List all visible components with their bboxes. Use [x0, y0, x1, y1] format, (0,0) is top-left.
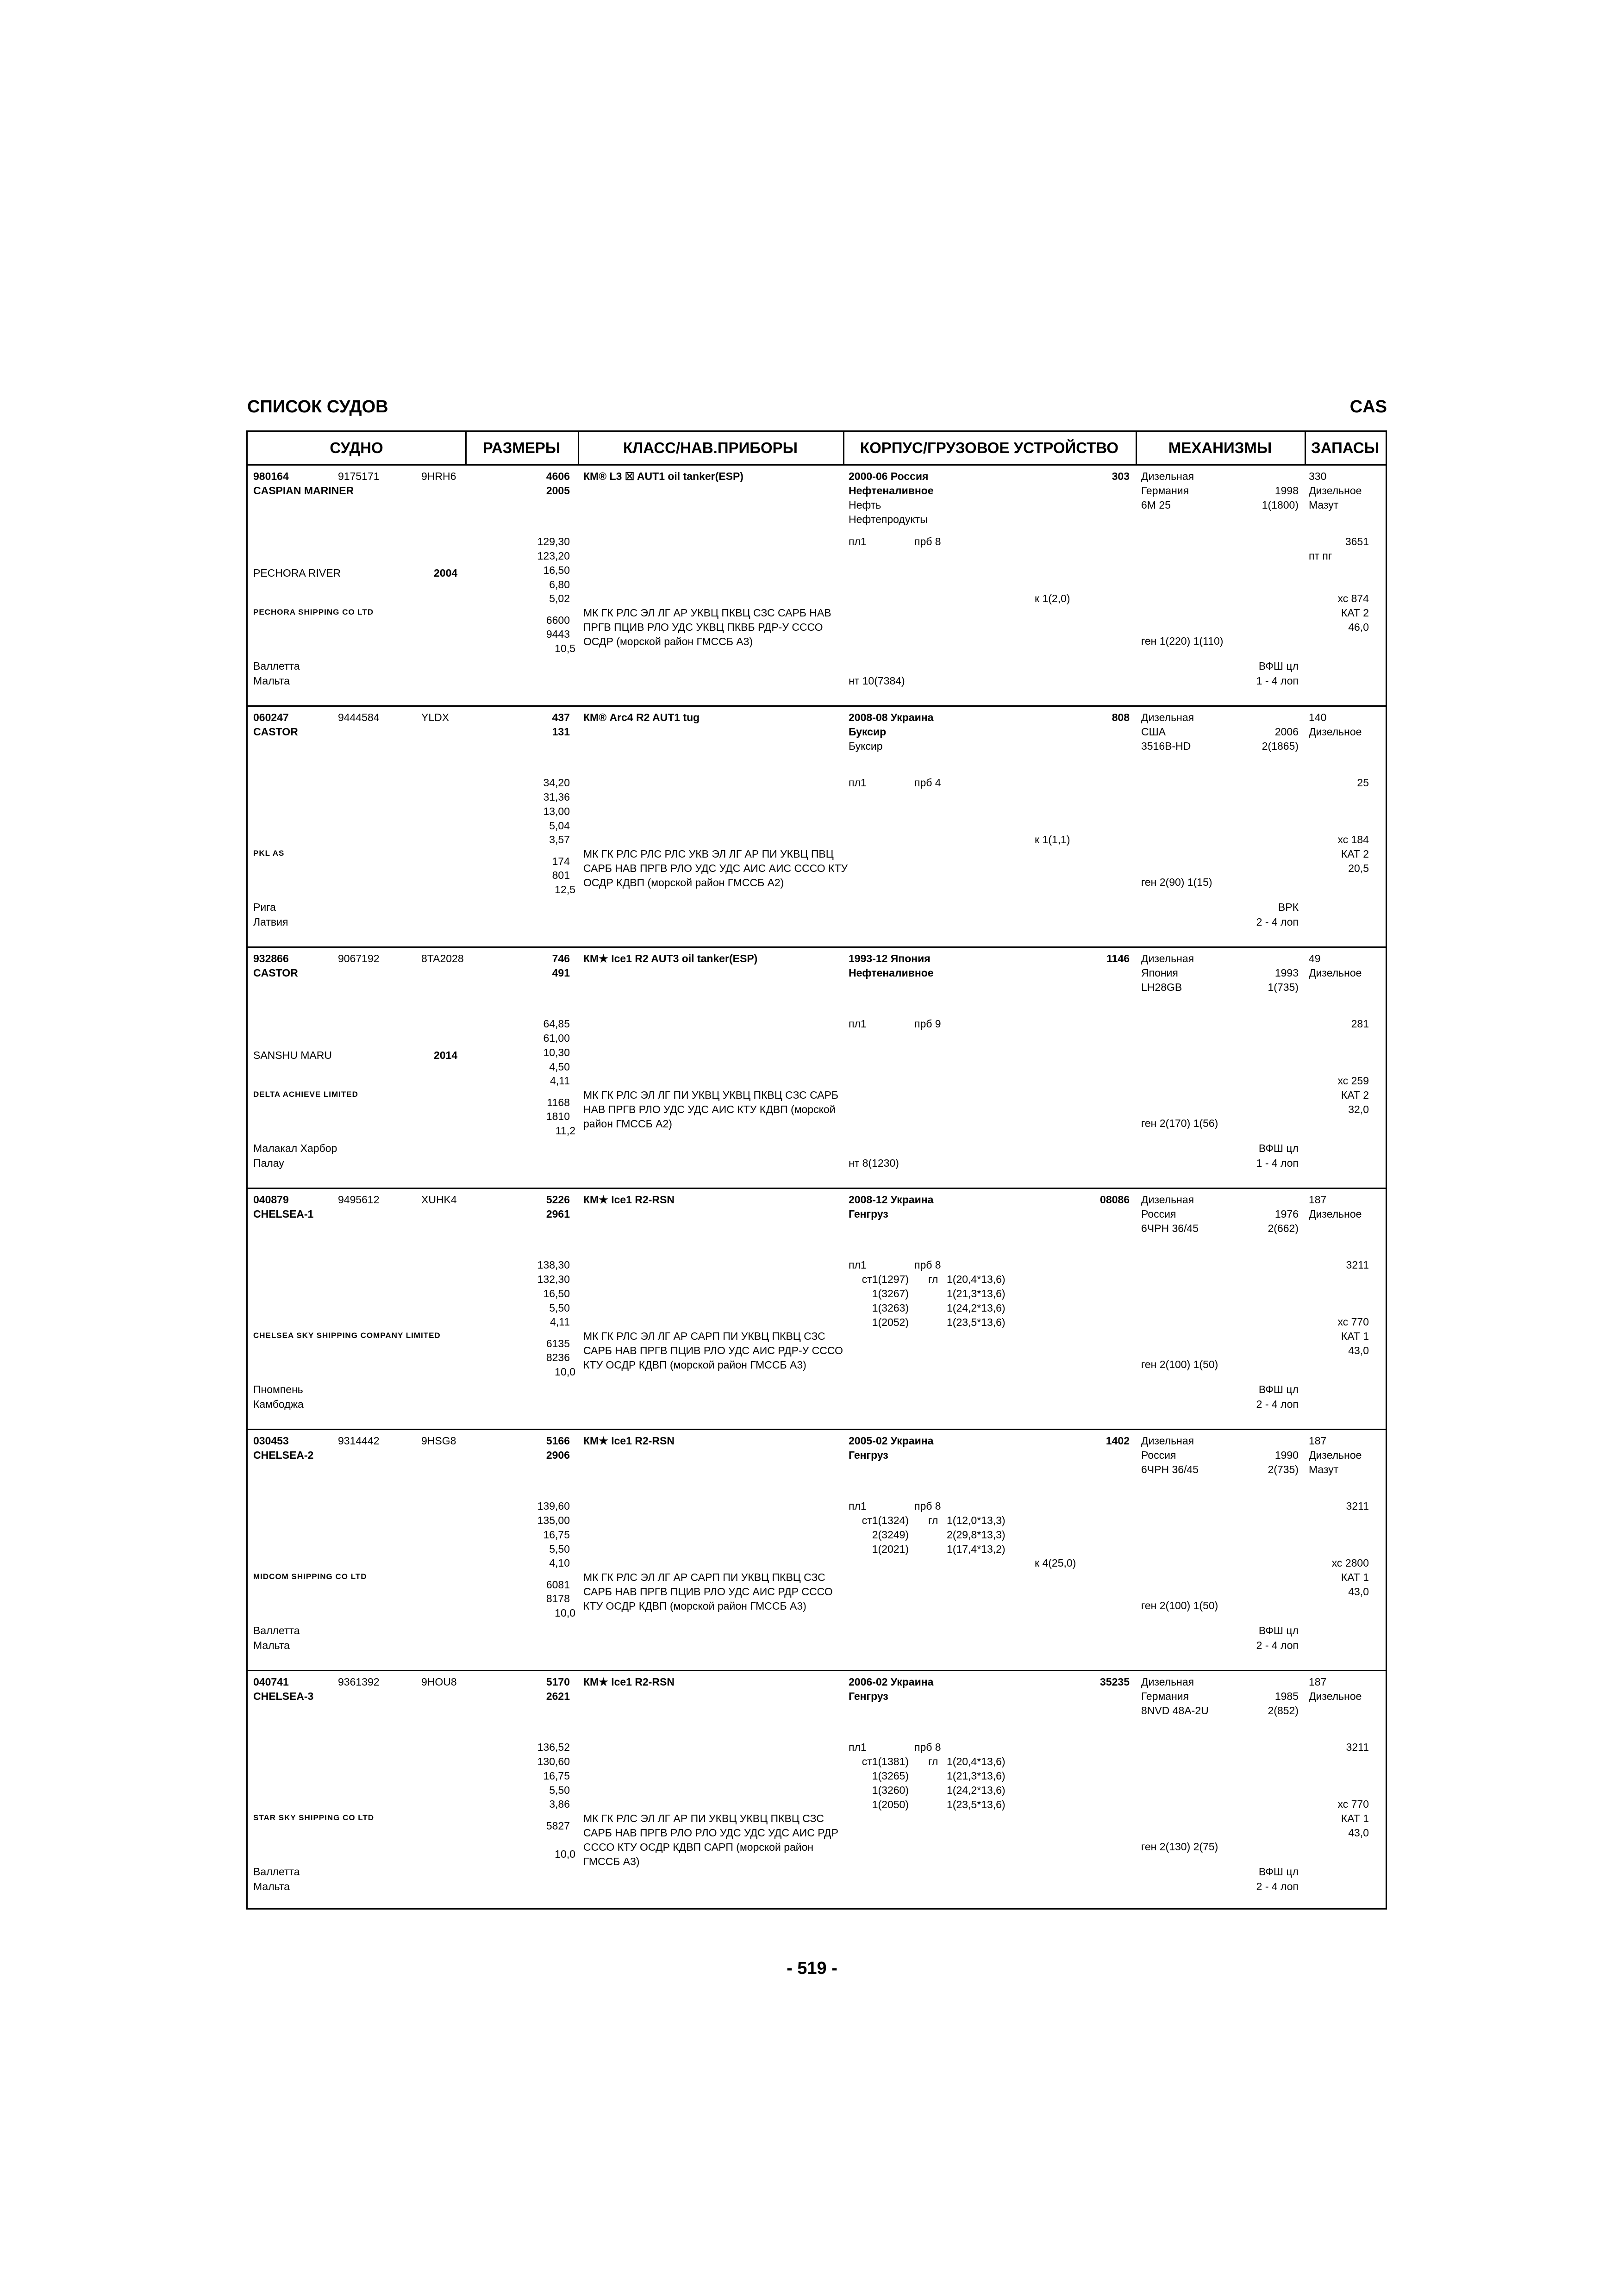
hold-capacity: ст1(1324) — [862, 1514, 909, 1526]
engine-power: 2(662) — [1268, 1222, 1299, 1234]
ship-entry — [248, 948, 1386, 1189]
class-notation: КМ★ Ice1 R2 AUT3 oil tanker(ESP) — [583, 952, 758, 964]
dimension-value: 10,0 — [555, 1607, 575, 1619]
dimension-value: 64,85 — [543, 1018, 570, 1030]
dimension-value: 174 — [552, 855, 570, 867]
dimension-value: 6,80 — [549, 579, 570, 591]
dimension-value: 8178 — [546, 1593, 570, 1605]
hatch-size: 1(23,5*13,6) — [947, 1798, 1006, 1811]
ship-name: CASTOR — [253, 967, 298, 979]
cargo-gear: к 4(25,0) — [1035, 1557, 1076, 1569]
engine-power: 2(852) — [1268, 1705, 1299, 1717]
dimension-value: 9443 — [546, 628, 570, 640]
generators: ген 2(130) 2(75) — [1141, 1841, 1218, 1853]
ship-entry — [248, 1430, 1386, 1671]
propeller-blades: 2 - 4 лоп — [1256, 916, 1299, 928]
dimension-value: 6600 — [546, 614, 570, 626]
ship-owner: CHELSEA SKY SHIPPING COMPANY LIMITED — [253, 1331, 441, 1340]
dimension-value: 12,5 — [555, 884, 575, 896]
hold-capacity: 1(3265) — [872, 1770, 909, 1782]
dimension-value: 4,11 — [550, 1316, 570, 1328]
ship-entry — [248, 466, 1386, 707]
tonnage-value: 131 — [552, 726, 570, 738]
fuel-store: 187 — [1309, 1435, 1327, 1447]
machinery-detail: 6ЧРН 36/45 — [1141, 1222, 1199, 1234]
ship-imo: 9067192 — [338, 952, 380, 964]
class-notation: КМ★ Ice1 R2-RSN — [583, 1676, 675, 1688]
hull-decks: пл1 — [849, 1500, 867, 1512]
store-capacity: 25 — [1357, 777, 1369, 789]
store-detail: 43,0 — [1348, 1344, 1369, 1356]
dimension-value: 138,30 — [537, 1259, 570, 1271]
hull-type: Нефть — [849, 499, 881, 511]
dimension-value: 4,10 — [549, 1557, 570, 1569]
hold-capacity: 1(3267) — [872, 1288, 909, 1300]
hold-capacity: 1(2021) — [872, 1543, 909, 1555]
nav-equipment: МК ГК РЛС ЭЛ ЛГ ПИ УКВЦ УКВЦ ПКВЦ СЗС САРБ НАВ ПРГВ РЛО УДС УДС АИС КТУ КДВП (морской район ГМССБ А2) — [583, 1089, 839, 1130]
ship-imo: 9495612 — [338, 1194, 380, 1206]
fuel-store: Дизельное — [1309, 485, 1362, 497]
propeller-blades: 2 - 4 лоп — [1256, 1398, 1299, 1410]
dimension-value: 31,36 — [543, 791, 570, 803]
flag-state: Палау — [253, 1157, 284, 1169]
former-name-year: 2014 — [434, 1049, 458, 1061]
dimension-value: 10,5 — [555, 642, 575, 654]
generators: ген 1(220) 1(110) — [1141, 635, 1224, 647]
port-of-registry: Валлетта — [253, 1866, 300, 1878]
dimension-value: 16,75 — [543, 1529, 570, 1541]
hull-bulkheads: прб 8 — [914, 1741, 941, 1753]
tonnage-value: 5170 — [546, 1676, 570, 1688]
hatch-size: 1(21,3*13,6) — [947, 1288, 1006, 1300]
dimension-value: 13,00 — [543, 805, 570, 817]
hold-capacity: ст1(1297) — [862, 1273, 909, 1285]
ship-owner: PKL AS — [253, 849, 285, 858]
hatch-size: 1(21,3*13,6) — [947, 1770, 1006, 1782]
store-capacity: пт пг — [1309, 550, 1332, 562]
hull-number: 808 — [1112, 711, 1130, 723]
store-capacity: 3211 — [1346, 1259, 1369, 1271]
store-capacity: 3211 — [1346, 1741, 1369, 1753]
dimension-value: 1168 — [547, 1096, 570, 1108]
class-notation: КМ★ Ice1 R2-RSN — [583, 1435, 675, 1447]
ship-owner: PECHORA SHIPPING CO LTD — [253, 608, 374, 616]
ship-name: CASPIAN MARINER — [253, 485, 354, 497]
fuel-store: Дизельное — [1309, 1449, 1362, 1461]
ship-call-sign: YLDX — [421, 711, 450, 723]
dimension-value: 16,50 — [543, 564, 570, 576]
hull-build-info: 1993-12 Япония — [849, 952, 931, 964]
section-code: CAS — [1349, 397, 1387, 417]
fuel-store: Дизельное — [1309, 1208, 1362, 1220]
port-of-registry: Рига — [253, 901, 276, 913]
generators: ген 2(100) 1(50) — [1141, 1358, 1218, 1370]
col-header-stores: ЗАПАСЫ — [1311, 439, 1379, 456]
tonnage-value: 5166 — [546, 1435, 570, 1447]
propeller-blades: 2 - 4 лоп — [1256, 1880, 1299, 1892]
store-capacity: 3211 — [1346, 1500, 1369, 1512]
machinery-detail: Дизельная — [1141, 711, 1194, 723]
propeller-blades: 1 - 4 лоп — [1256, 675, 1299, 687]
hatch-size: 1(20,4*13,6) — [947, 1755, 1006, 1767]
flag-state: Мальта — [253, 1639, 290, 1651]
ship-entry — [248, 707, 1386, 948]
hull-decks: пл1 — [849, 777, 867, 789]
tonnage-value: 4606 — [546, 470, 570, 482]
machinery-detail: Япония — [1141, 967, 1178, 979]
hatch-size: 1(24,2*13,6) — [947, 1784, 1006, 1796]
hold-capacity: 1(3260) — [872, 1784, 909, 1796]
ship-reg-number: 060247 — [253, 711, 289, 723]
engine-power: 2(735) — [1268, 1463, 1299, 1475]
machinery-detail: 6М 25 — [1141, 499, 1171, 511]
ship-call-sign: 9HOU8 — [421, 1676, 457, 1688]
hull-bulkheads: прб 8 — [914, 535, 941, 548]
hatch-size: 1(12,0*13,3) — [947, 1514, 1006, 1526]
store-detail: КАТ 2 — [1341, 607, 1369, 619]
engine-power: 2(1865) — [1262, 740, 1299, 752]
store-detail: хс 770 — [1337, 1316, 1369, 1328]
fuel-store: 330 — [1309, 470, 1327, 482]
hold-capacity: 2(3249) — [872, 1529, 909, 1541]
store-detail: КАТ 1 — [1341, 1571, 1369, 1583]
dimension-value: 801 — [552, 869, 570, 881]
hull-number: 1402 — [1106, 1435, 1130, 1447]
ship-imo: 9361392 — [338, 1676, 380, 1688]
machinery-detail: Дизельная — [1141, 470, 1194, 482]
dimension-value: 5,50 — [549, 1543, 570, 1555]
fuel-store: 187 — [1309, 1194, 1327, 1206]
propeller-type: ВФШ цл — [1258, 1383, 1299, 1395]
hull-build-info: 2008-12 Украина — [849, 1194, 934, 1206]
former-name: SANSHU MARU — [253, 1049, 332, 1061]
hull-number: 1146 — [1106, 952, 1130, 964]
dimension-value: 130,60 — [537, 1755, 570, 1767]
col-header-machinery: МЕХАНИЗМЫ — [1168, 439, 1272, 456]
dimension-value: 1810 — [546, 1110, 570, 1122]
store-detail: 20,5 — [1348, 862, 1369, 874]
dimension-value: 136,52 — [537, 1741, 570, 1753]
ship-owner: DELTA ACHIEVE LIMITED — [253, 1090, 358, 1099]
ship-reg-number: 040741 — [253, 1676, 289, 1688]
hull-decks: пл1 — [849, 1018, 867, 1030]
hull-type: Генгруз — [849, 1449, 888, 1461]
store-detail: 43,0 — [1348, 1586, 1369, 1598]
hull-type: Буксир — [849, 726, 887, 738]
propeller-blades: 1 - 4 лоп — [1256, 1157, 1299, 1169]
hull-decks: пл1 — [849, 1259, 867, 1271]
dimension-value: 3,57 — [549, 834, 570, 846]
fuel-store: Мазут — [1309, 1463, 1339, 1475]
engine-year: 1976 — [1274, 1208, 1299, 1220]
dimension-value: 4,50 — [549, 1061, 570, 1073]
fuel-store: Дизельное — [1309, 1690, 1362, 1702]
store-capacity: 281 — [1351, 1018, 1369, 1030]
dimension-value: 10,0 — [555, 1366, 575, 1378]
store-detail: КАТ 2 — [1341, 848, 1369, 860]
hatch-size: 1(20,4*13,6) — [947, 1273, 1006, 1285]
store-detail: хс 2800 — [1331, 1557, 1369, 1569]
col-header-class: КЛАСС/НАВ.ПРИБОРЫ — [623, 439, 798, 456]
propeller-blades: 2 - 4 лоп — [1256, 1639, 1299, 1651]
machinery-detail: Дизельная — [1141, 1676, 1194, 1688]
machinery-detail: Дизельная — [1141, 952, 1194, 964]
col-header-hull: КОРПУС/ГРУЗОВОЕ УСТРОЙСТВО — [860, 439, 1119, 456]
class-notation: КМ® Arc4 R2 AUT1 tug — [583, 711, 700, 723]
ship-call-sign: 8TA2028 — [421, 952, 464, 964]
hull-type: Буксир — [849, 740, 883, 752]
store-detail: 46,0 — [1348, 621, 1369, 633]
dimension-value: 10,30 — [543, 1046, 570, 1058]
flag-state: Латвия — [253, 916, 288, 928]
store-detail: хс 874 — [1337, 592, 1369, 604]
dimension-value: 129,30 — [537, 535, 570, 548]
hull-type: Нефтепродукты — [849, 513, 928, 525]
ship-owner: STAR SKY SHIPPING CO LTD — [253, 1813, 375, 1822]
engine-year: 1993 — [1274, 967, 1299, 979]
hull-bulkheads: прб 4 — [914, 777, 941, 789]
page-number: - 519 - — [787, 1959, 837, 1978]
hatch-size: 1(17,4*13,2) — [947, 1543, 1006, 1555]
store-detail: 43,0 — [1348, 1827, 1369, 1839]
engine-year: 1990 — [1274, 1449, 1299, 1461]
tonnage-value: 2906 — [546, 1449, 570, 1461]
store-detail: КАТ 2 — [1341, 1089, 1369, 1101]
dimension-value: 61,00 — [543, 1032, 570, 1044]
tonnage-value: 491 — [552, 967, 570, 979]
machinery-detail: Россия — [1141, 1208, 1176, 1220]
flag-state: Мальта — [253, 675, 290, 687]
hold-capacity: 1(2052) — [872, 1316, 909, 1328]
machinery-detail: LH28GB — [1141, 981, 1182, 993]
flag-state: Мальта — [253, 1880, 290, 1892]
page-title: СПИСОК СУДОВ — [247, 397, 388, 417]
propeller-type: ВФШ цл — [1258, 660, 1299, 672]
ship-imo: 9175171 — [338, 470, 380, 482]
engine-power: 1(1800) — [1262, 499, 1299, 511]
hull-bulkheads: прб 8 — [914, 1500, 941, 1512]
dimension-value: 123,20 — [537, 550, 570, 562]
dimension-value: 34,20 — [543, 777, 570, 789]
hatch-size: 1(23,5*13,6) — [947, 1316, 1006, 1328]
dimension-value: 4,11 — [550, 1075, 570, 1087]
cargo-gear: к 1(2,0) — [1035, 592, 1070, 604]
port-of-registry: Малакал Харбор — [253, 1142, 337, 1154]
machinery-detail: Дизельная — [1141, 1435, 1194, 1447]
tonnage-value: 2961 — [546, 1208, 570, 1220]
tonnage-value: 2621 — [546, 1690, 570, 1702]
ship-register-table — [246, 430, 1387, 1910]
hold-capacity: ст1(1381) — [862, 1755, 909, 1767]
fuel-store: Дизельное — [1309, 967, 1362, 979]
machinery-detail: Дизельная — [1141, 1194, 1194, 1206]
store-detail: хс 184 — [1337, 834, 1369, 846]
former-name: PECHORA RIVER — [253, 567, 341, 579]
hatch-size: 2(29,8*13,3) — [947, 1529, 1006, 1541]
store-detail: 32,0 — [1348, 1103, 1369, 1115]
generators: ген 2(90) 1(15) — [1141, 876, 1212, 888]
ship-reg-number: 932866 — [253, 952, 289, 964]
fuel-store: 140 — [1309, 711, 1327, 723]
hull-build-info: 2005-02 Украина — [849, 1435, 934, 1447]
engine-power: 1(735) — [1268, 981, 1299, 993]
ship-call-sign: 9HRH6 — [421, 470, 456, 482]
ship-call-sign: XUHK4 — [421, 1194, 457, 1206]
hold-capacity: 1(2050) — [872, 1798, 909, 1811]
ship-entry — [248, 1189, 1386, 1430]
hull-type: Генгруз — [849, 1690, 888, 1702]
port-of-registry: Валлетта — [253, 1624, 300, 1636]
machinery-detail: Германия — [1141, 485, 1189, 497]
dimension-value: 6081 — [546, 1579, 570, 1591]
tonnage-value: 746 — [552, 952, 570, 964]
dimension-value: 10,0 — [555, 1848, 575, 1860]
machinery-detail: 8NVD 48A-2U — [1141, 1705, 1209, 1717]
ship-imo: 9444584 — [338, 711, 380, 723]
dimension-value: 139,60 — [537, 1500, 570, 1512]
port-of-registry: Валлетта — [253, 660, 300, 672]
col-header-dimensions: РАЗМЕРЫ — [482, 439, 561, 456]
cargo-gear: к 1(1,1) — [1035, 834, 1070, 846]
machinery-detail: США — [1141, 726, 1166, 738]
hull-build-info: 2000-06 Россия — [849, 470, 929, 482]
hull-type: Нефтеналивное — [849, 485, 934, 497]
ship-name: CHELSEA-2 — [253, 1449, 314, 1461]
hull-build-info: 2008-08 Украина — [849, 711, 934, 723]
ship-call-sign: 9HSG8 — [421, 1435, 456, 1447]
dimension-value: 5,04 — [549, 820, 570, 832]
nav-equipment: МК ГК РЛС ЭЛ ЛГ АР ПИ УКВЦ УКВЦ ПКВЦ СЗС САРБ НАВ ПРГВ РЛО РЛО УДС УДС УДС АИС РДР СССО КТУ ОСДР КДВП САРП (морской район ГМССБ А3) — [583, 1812, 838, 1867]
ship-owner: MIDCOM SHIPPING CO LTD — [253, 1572, 367, 1581]
generators: ген 2(170) 1(56) — [1141, 1117, 1218, 1129]
ship-name: CASTOR — [253, 726, 298, 738]
store-capacity: 3651 — [1345, 535, 1369, 548]
dimension-value: 5,50 — [549, 1784, 570, 1796]
hull-type: Генгруз — [849, 1208, 888, 1220]
dimension-value: 8236 — [546, 1351, 570, 1363]
ship-name: CHELSEA-1 — [253, 1208, 314, 1220]
hull-bulkheads: прб 8 — [914, 1259, 941, 1271]
ship-name: CHELSEA-3 — [253, 1690, 314, 1702]
hull-type: Нефтеналивное — [849, 967, 934, 979]
flag-state: Камбоджа — [253, 1398, 304, 1410]
generators: ген 2(100) 1(50) — [1141, 1599, 1218, 1612]
hull-number: 08086 — [1100, 1194, 1130, 1206]
fuel-store: Дизельное — [1309, 726, 1362, 738]
ship-reg-number: 030453 — [253, 1435, 289, 1447]
class-notation: КМ★ Ice1 R2-RSN — [583, 1194, 675, 1206]
propeller-type: ВФШ цл — [1258, 1142, 1299, 1154]
dimension-value: 6135 — [546, 1338, 570, 1350]
dimension-value: 16,50 — [543, 1288, 570, 1300]
machinery-detail: 6ЧРН 36/45 — [1141, 1463, 1199, 1475]
hold-type: гл — [928, 1755, 938, 1767]
dimension-value: 135,00 — [537, 1514, 570, 1526]
hold-type: гл — [928, 1514, 938, 1526]
tonnage-value: 437 — [552, 711, 570, 723]
hull-decks: пл1 — [849, 1741, 867, 1753]
store-detail: хс 259 — [1337, 1075, 1369, 1087]
machinery-detail: Россия — [1141, 1449, 1176, 1461]
dimension-value: 11,2 — [555, 1125, 575, 1137]
fuel-store: Мазут — [1309, 499, 1339, 511]
dimension-value: 5,02 — [549, 592, 570, 604]
hull-decks: пл1 — [849, 535, 867, 548]
hatch-size: 1(24,2*13,6) — [947, 1302, 1006, 1314]
dimension-value: 5,50 — [549, 1302, 570, 1314]
class-notation: КМ® L3 ☒ AUT1 oil tanker(ESP) — [583, 470, 743, 482]
propeller-type: ВФШ цл — [1258, 1866, 1299, 1878]
net-capacity: нт 10(7384) — [849, 675, 905, 687]
engine-year: 1985 — [1274, 1690, 1299, 1702]
net-capacity: нт 8(1230) — [849, 1157, 899, 1169]
nav-equipment: МК ГК РЛС ЭЛ ЛГ АР САРП ПИ УКВЦ ПКВЦ СЗС САРБ НАВ ПРГВ ПЦИВ РЛО УДС АИС РДР СССО КТУ ОСДР КДВП (морской район ГМССБ А3) — [583, 1571, 833, 1612]
port-of-registry: Пномпень — [253, 1383, 303, 1395]
hold-capacity: 1(3263) — [872, 1302, 909, 1314]
machinery-detail: 3516B-HD — [1141, 740, 1191, 752]
ship-reg-number: 980164 — [253, 470, 289, 482]
nav-equipment: МК ГК РЛС ЭЛ ЛГ АР УКВЦ ПКВЦ СЗС САРБ НАВ ПРГВ ПЦИВ РЛО УДС УКВЦ ПКВБ РДР-У СССО ОСДР (морской район ГМССБ А3) — [583, 607, 831, 647]
propeller-type: ВРК — [1278, 901, 1299, 913]
former-name-year: 2004 — [434, 567, 458, 579]
dimension-value: 3,86 — [549, 1798, 570, 1810]
hull-number: 303 — [1112, 470, 1130, 482]
store-detail: КАТ 1 — [1341, 1330, 1369, 1342]
engine-year: 2006 — [1274, 726, 1299, 738]
ship-entry — [248, 1671, 1386, 1912]
fuel-store: 187 — [1309, 1676, 1327, 1688]
col-header-ship: СУДНО — [330, 439, 383, 456]
tonnage-value: 2005 — [546, 485, 570, 497]
hold-type: гл — [928, 1273, 938, 1285]
nav-equipment: МК ГК РЛС ЭЛ ЛГ АР САРП ПИ УКВЦ ПКВЦ СЗС САРБ НАВ ПРГВ ПЦИВ РЛО УДС АИС РДР-У СССО КТУ ОСДР КДВП (морской район ГМССБ А3) — [583, 1330, 843, 1371]
hull-build-info: 2006-02 Украина — [849, 1676, 934, 1688]
store-detail: хс 770 — [1337, 1798, 1369, 1810]
ship-reg-number: 040879 — [253, 1194, 289, 1206]
ship-imo: 9314442 — [338, 1435, 380, 1447]
dimension-value: 5827 — [546, 1820, 570, 1832]
propeller-type: ВФШ цл — [1258, 1624, 1299, 1636]
tonnage-value: 5226 — [546, 1194, 570, 1206]
machinery-detail: Германия — [1141, 1690, 1189, 1702]
hull-number: 35235 — [1100, 1676, 1130, 1688]
store-detail: КАТ 1 — [1341, 1812, 1369, 1824]
nav-equipment: МК ГК РЛС РЛС РЛС УКВ ЭЛ ЛГ АР ПИ УКВЦ ПВЦ САРБ НАВ ПРГВ РЛО УДС УДС АИС АИС СССО КТУ ОСДР КДВП (морской район ГМССБ А2) — [583, 848, 848, 889]
dimension-value: 132,30 — [537, 1273, 570, 1285]
hull-bulkheads: прб 9 — [914, 1018, 941, 1030]
engine-year: 1998 — [1274, 485, 1299, 497]
fuel-store: 49 — [1309, 952, 1321, 964]
dimension-value: 16,75 — [543, 1770, 570, 1782]
